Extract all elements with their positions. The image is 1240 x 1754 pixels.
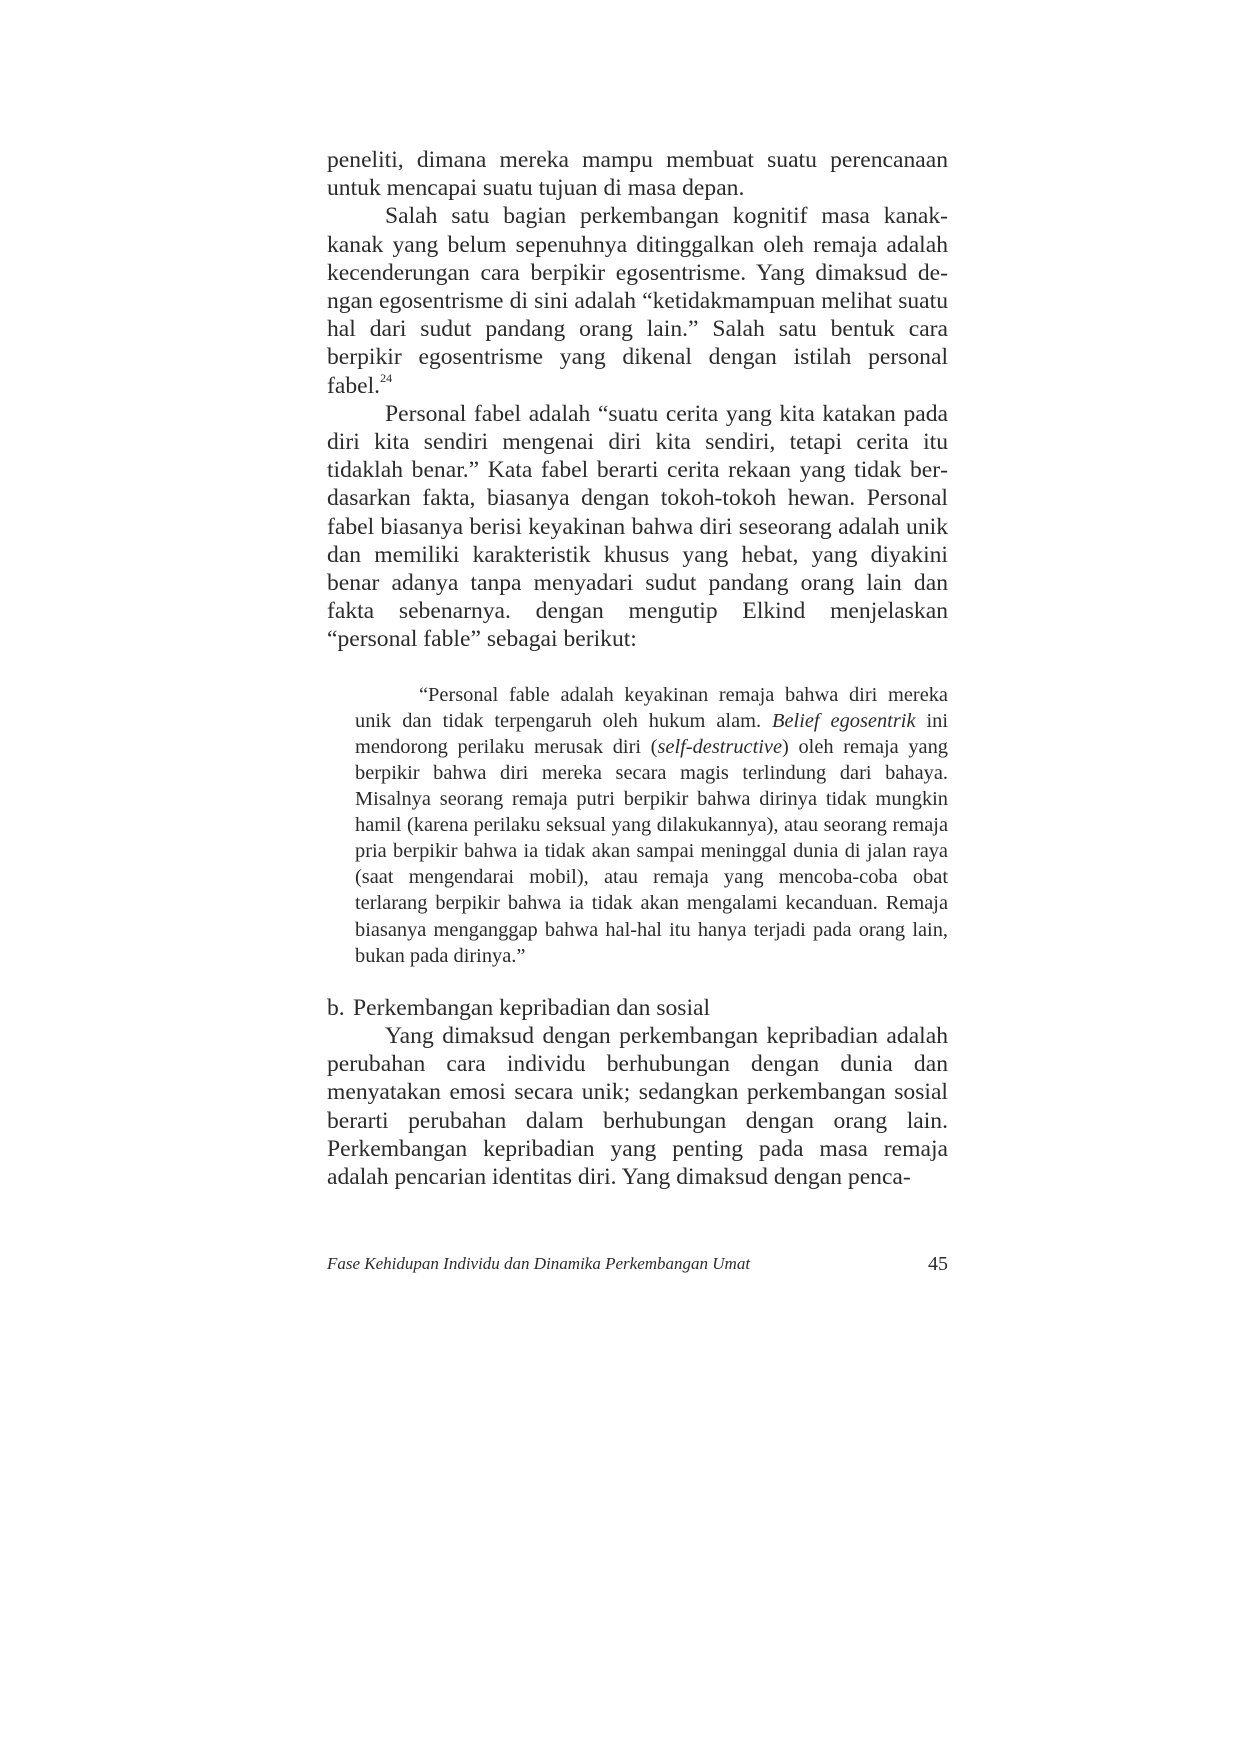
section-heading: [327, 994, 948, 1022]
paragraph-continuation: peneliti, dimana mereka mampu membuat suatu perencanaan untuk mencapai suatu tujuan di masa depan.: [327, 147, 948, 202]
section-title: Perkembangan kepribadian dan sosial: [353, 994, 711, 1021]
quote-italic-self-destructive: self-destructive: [657, 735, 783, 758]
quote-italic-belief: Belief egosentrik: [772, 709, 916, 732]
paragraph-personal-fable: Personal fabel adalah “suatu cerita yang kita katakan pada diri kita sendiri mengenai diri kita sendiri, tetapi cerita itu tidaklah benar.” Kata fabel berarti cerita rekaan yang tidak berdasarkan fakta, biasanya dengan tokoh-tokoh hewan. Personal fabel biasanya berisi keyakinan bahwa diri seseorang adalah unik dan memiliki karakteristik khusus yang hebat, yang diyakini benar adanya tanpa menyadari sudut pandang orang lain dan fakta sebenarnya. dengan mengutip Elkind menjelaskan “personal fable” sebagai berikut:: [327, 400, 948, 653]
page-footer: [327, 1250, 948, 1278]
section-marker: b.: [327, 994, 345, 1021]
page-number: 45: [928, 1253, 948, 1275]
body-text: [327, 146, 948, 1191]
quote-part-3: ) oleh remaja yang berpikir bahwa diri mereka secara magis terlindung dari bahaya. Misalnya seorang remaja putri berpikir bahwa dirinya tidak mungkin hamil (karena perilaku seksual yang dilakukannya), atau seorang remaja pria berpikir bahwa ia tidak akan sampai meninggal dunia di jalan raya (saat mengendarai mobil), atau remaja yang mencoba-coba obat terlarang berpikir bahwa ia tidak akan mengalami kecanduan. Remaja biasanya menganggap bahwa hal-hal itu hanya terjadi pada orang lain, bukan pada dirinya.”: [355, 735, 948, 967]
paragraph-personality: Yang dimaksud dengan perkembangan kepribadian adalah perubahan cara individu berhubungan dengan dunia dan menyatakan emosi secara unik; sedangkan perkembangan sosial berarti perubahan dalam berhubungan dengan orang lain. Perkembangan kepribadian yang penting pada masa remaja adalah pencarian identitas diri. Yang dimaksud dengan penca-: [327, 1022, 948, 1190]
quote-part-2: ini mendorong perilaku merusak diri (: [355, 709, 948, 758]
running-footer-title: Fase Kehidupan Individu dan Dinamika Perkembangan Umat: [327, 1254, 751, 1273]
paragraph-egocentrism: [327, 202, 948, 399]
quote-part-1: “Personal fable adalah keyakinan remaja bahwa diri mereka unik dan tidak terpengaruh oleh hukum alam.: [355, 683, 948, 732]
footnote-reference[interactable]: 24: [380, 370, 393, 385]
paragraph-egocentrism-text: Salah satu bagian perkembangan kognitif masa kanak-kanak yang belum sepenuhnya ditinggalkan oleh remaja adalah kecenderungan cara berpikir egosentrisme. Yang dimaksud dengan egosentrisme di sini adalah “ketidakmampuan melihat suatu hal dari sudut pandang orang lain.” Salah satu bentuk cara berpikir egosentrisme yang dikenal dengan istilah personal fabel.: [327, 203, 948, 399]
block-quote: [355, 682, 948, 969]
